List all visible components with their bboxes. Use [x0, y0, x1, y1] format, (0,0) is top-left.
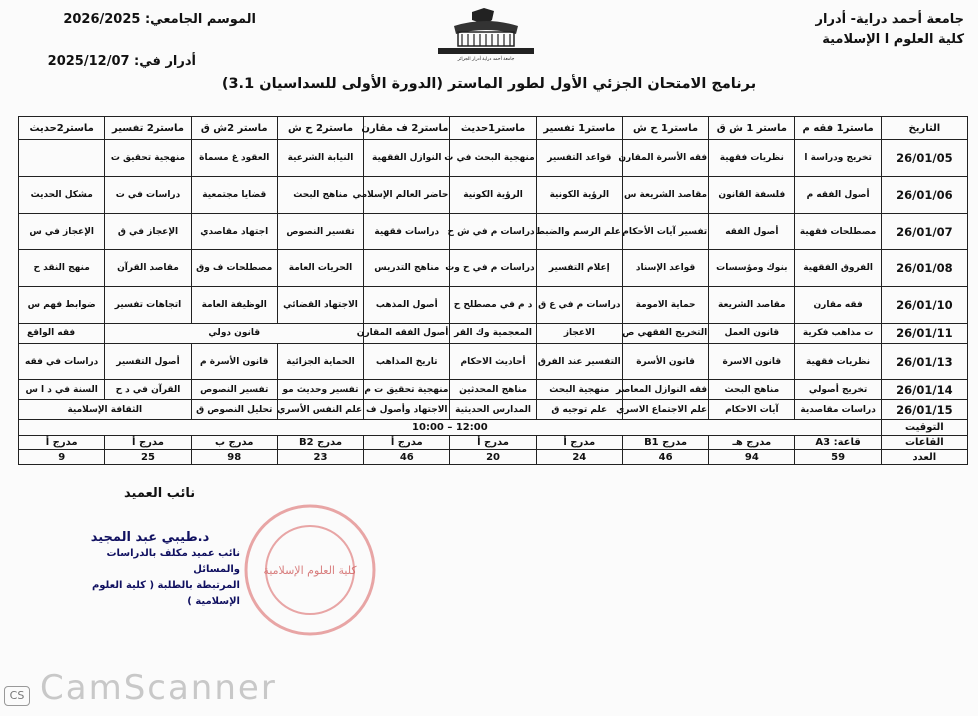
official-stamp [240, 500, 380, 640]
exam-subject: القرآن في د ح [105, 380, 191, 400]
table-row [19, 213, 968, 250]
exam-subject: دراسات مقاصدية [795, 400, 881, 420]
exam-subject: د م في مصطلح ح [450, 287, 536, 324]
exam-subject: مقاصد القرآن [105, 250, 191, 287]
program-column-header: ماستر 1 ش ق [709, 117, 795, 140]
exam-subject: مقاصد الشريعة [709, 287, 795, 324]
student-count: 98 [191, 450, 277, 465]
university-name: جامعة أحمد دراية- أدرار [815, 12, 964, 27]
exam-subject-merged: فقه الواقع [19, 323, 105, 343]
program-column-header: ماستر1حديث [450, 117, 536, 140]
student-count: 46 [622, 450, 708, 465]
exam-subject: منهجية تحقيق ت م [364, 380, 450, 400]
room-cell: مدرج ب [191, 436, 277, 450]
exam-subject: نظريات فقهية [709, 140, 795, 177]
table-row [19, 343, 968, 380]
exam-subject: دراسات م في ع ق [536, 287, 622, 324]
exam-subject: منهجية البحث [536, 380, 622, 400]
academic-season: الموسم الجامعي: 2026/2025 [63, 12, 256, 27]
program-column-header: ماستر1 ح ش [622, 117, 708, 140]
exam-subject: مصطلحات ف وق [191, 250, 277, 287]
room-cell: مدرج أ [450, 436, 536, 450]
exam-subject: تخريج أصولي [795, 380, 881, 400]
exam-date: 26/01/07 [881, 213, 967, 250]
table-row [19, 323, 968, 343]
exam-subject: أصول المذهب [364, 287, 450, 324]
program-column-header: ماستر2 تفسير [105, 117, 191, 140]
room-cell: مدرج أ [536, 436, 622, 450]
exam-subject: النوازل الفقهية [364, 140, 450, 177]
program-column-header: ماستر2 ح ش [277, 117, 363, 140]
stamp-text: كلية العلوم الإسلامية [263, 564, 357, 577]
exam-subject: ضوابط فهم س [19, 287, 105, 324]
table-row [19, 287, 968, 324]
university-logo [432, 6, 540, 62]
exam-subject: أصول الفقه [709, 213, 795, 250]
exam-subject: تفسير وحديث مو [277, 380, 363, 400]
rooms-row [19, 436, 968, 450]
exam-subject: الاجتهاد القضائي [277, 287, 363, 324]
exam-subject: فقه مقارن [795, 287, 881, 324]
time-row [19, 420, 968, 436]
student-count: 23 [277, 450, 363, 465]
exam-subject: قانون الاسرة [709, 343, 795, 380]
exam-subject-merged: الثقافة الإسلامية [19, 400, 192, 420]
exam-subject: الفروق الفقهية [795, 250, 881, 287]
exam-subject: مناهج المحدثين [450, 380, 536, 400]
exam-subject: بنوك ومؤسسات [709, 250, 795, 287]
exam-subject: اجتهاد مقاصدي [191, 213, 277, 250]
exam-subject: دراسات م في ح وت [450, 250, 536, 287]
rooms-label: القاعات [881, 436, 967, 450]
exam-subject: تفسير النصوص [277, 213, 363, 250]
header-right [816, 10, 964, 50]
exam-subject: السنة في د ا س [19, 380, 105, 400]
exam-subject: منهج النقد ح [19, 250, 105, 287]
room-cell: مدرج هـ [709, 436, 795, 450]
camscanner-badge: CS [4, 686, 30, 706]
exam-subject: الوظيفة العامة [191, 287, 277, 324]
exam-date: 26/01/08 [881, 250, 967, 287]
exam-date: 26/01/15 [881, 400, 967, 420]
count-row [19, 450, 968, 465]
time-value: 12:00 – 10:00 [19, 420, 882, 436]
table-row [19, 250, 968, 287]
exam-subject: مناهج التدريس [364, 250, 450, 287]
exam-subject: النيابة الشرعية [277, 140, 363, 177]
exam-date: 26/01/05 [881, 140, 967, 177]
exam-subject: مقاصد الشريعة س [622, 177, 708, 214]
exam-date: 26/01/13 [881, 343, 967, 380]
program-column-header: ماستر2حديث [19, 117, 105, 140]
exam-subject: التفسير عند الفرق [536, 343, 622, 380]
table-header-row [19, 117, 968, 140]
exam-subject: المعجمية وك القر [450, 323, 536, 343]
exam-subject: الاجتهاد وأصول ف [364, 400, 450, 420]
table-row [19, 140, 968, 177]
exam-subject: مناهج البحث [277, 177, 363, 214]
program-column-header: ماستر1 فقه م [795, 117, 881, 140]
faculty-name: كلية العلوم ا الإسلامية [822, 32, 964, 47]
exam-subject: قانون العمل [709, 323, 795, 343]
table-row [19, 177, 968, 214]
exam-subject: الحريات العامة [277, 250, 363, 287]
student-count: 46 [364, 450, 450, 465]
exam-subject: علم النفس الأسري [277, 400, 363, 420]
exam-subject: الإعجاز في ق [105, 213, 191, 250]
program-column-header: ماستر 2ش ق [191, 117, 277, 140]
room-cell: مدرج أ [19, 436, 105, 450]
student-count: 9 [19, 450, 105, 465]
document-date: أدرار في: 2025/12/07 [47, 54, 196, 69]
exam-subject: المدارس الحديثية [450, 400, 536, 420]
exam-subject: أصول التفسير [105, 343, 191, 380]
exam-subject: آيات الاحكام [709, 400, 795, 420]
exam-subject: قانون الأسرة م [191, 343, 277, 380]
exam-subject: تحليل النصوص ق [191, 400, 277, 420]
program-column-header: ماستر1 تفسير [536, 117, 622, 140]
exam-subject: قضايا مجتمعية [191, 177, 277, 214]
document-title: برنامج الامتحان الجزئي الأول لطور الماستر (الدورة الأولى للسداسيان 3.1) [221, 76, 757, 92]
exam-subject: علم الرسم والضبط [536, 213, 622, 250]
exam-subject: دراسات م في ش ح [450, 213, 536, 250]
exam-subject: الإعجاز في س [19, 213, 105, 250]
student-count: 25 [105, 450, 191, 465]
exam-subject: دراسات فقهية [364, 213, 450, 250]
exam-subject: منهجية تحقيق ت [105, 140, 191, 177]
exam-subject: أصول الفقه م [795, 177, 881, 214]
exam-subject: الاعجاز [536, 323, 622, 343]
exam-subject: مشكل الحديث [19, 177, 105, 214]
logo-caption: جامعة أحمد دراية أدرار الجزائر [457, 57, 515, 62]
exam-subject: حاضر العالم الإسلامي [364, 177, 450, 214]
exam-schedule-table [18, 116, 968, 465]
date-column-header: التاريخ [881, 117, 967, 140]
exam-subject: مناهج البحث [709, 380, 795, 400]
exam-subject: إعلام التفسير [536, 250, 622, 287]
room-cell: مدرج B1 [622, 436, 708, 450]
exam-date: 26/01/14 [881, 380, 967, 400]
signer-line-2: المرتبطة بالطلبة ( كلية العلوم الإسلامية ) [91, 580, 240, 607]
exam-subject-merged: قانون دولي [105, 323, 364, 343]
table-row [19, 380, 968, 400]
exam-subject: الحماية الجزائية [277, 343, 363, 380]
time-label: التوقيت [881, 420, 967, 436]
signer-name: د.طيبي عبد المجيد [90, 530, 210, 545]
table-row [19, 400, 968, 420]
exam-subject: اتجاهات تفسير [105, 287, 191, 324]
exam-subject: حماية الامومة [622, 287, 708, 324]
exam-subject: مصطلحات فقهية [795, 213, 881, 250]
exam-subject: دراسات في فقه [19, 343, 105, 380]
vice-dean-title: نائب العميد [124, 486, 196, 501]
exam-subject: علم توجيه ق [536, 400, 622, 420]
exam-subject: تفسير آيات الأحكام [622, 213, 708, 250]
student-count: 59 [795, 450, 881, 465]
exam-date: 26/01/11 [881, 323, 967, 343]
exam-subject: التخريج الفقهي ص [622, 323, 708, 343]
exam-subject [19, 140, 105, 177]
exam-date: 26/01/10 [881, 287, 967, 324]
room-cell: مدرج أ [105, 436, 191, 450]
exam-subject: فلسفة القانون [709, 177, 795, 214]
exam-subject: تفسير النصوص [191, 380, 277, 400]
exam-subject: قواعد التفسير [536, 140, 622, 177]
room-cell: مدرج أ [364, 436, 450, 450]
exam-subject: قواعد الإسناد [622, 250, 708, 287]
exam-date: 26/01/06 [881, 177, 967, 214]
exam-subject: تخريج ودراسة ا [795, 140, 881, 177]
signature-block [60, 530, 240, 610]
exam-subject: الرؤية الكونية [450, 177, 536, 214]
count-label: العدد [881, 450, 967, 465]
exam-subject: ت مذاهب فكرية [795, 323, 881, 343]
student-count: 20 [450, 450, 536, 465]
exam-subject: قانون الأسرة [622, 343, 708, 380]
exam-subject: أحاديث الاحكام [450, 343, 536, 380]
exam-subject: نظريات فقهية [795, 343, 881, 380]
exam-subject: العقود غ مسماة [191, 140, 277, 177]
exam-subject: الرؤية الكونية [536, 177, 622, 214]
signer-line-1: نائب عميد مكلف بالدراسات والمسائل [106, 548, 240, 575]
exam-subject: تاريخ المذاهب [364, 343, 450, 380]
scanner-watermark: CamScanner [40, 668, 277, 708]
student-count: 94 [709, 450, 795, 465]
exam-subject: فقه النوازل المعاصر [622, 380, 708, 400]
exam-subject: منهجية البحث في ت [450, 140, 536, 177]
program-column-header: ماستر2 ف مقارن [364, 117, 450, 140]
exam-subject: دراسات في ت [105, 177, 191, 214]
student-count: 24 [536, 450, 622, 465]
exam-subject: أصول الفقه المقارن [364, 323, 450, 343]
room-cell: مدرج B2 [277, 436, 363, 450]
exam-subject: فقه الأسرة المقارن [622, 140, 708, 177]
room-cell: قاعة: A3 [795, 436, 881, 450]
exam-subject: علم الاجتماع الاسري [622, 400, 708, 420]
